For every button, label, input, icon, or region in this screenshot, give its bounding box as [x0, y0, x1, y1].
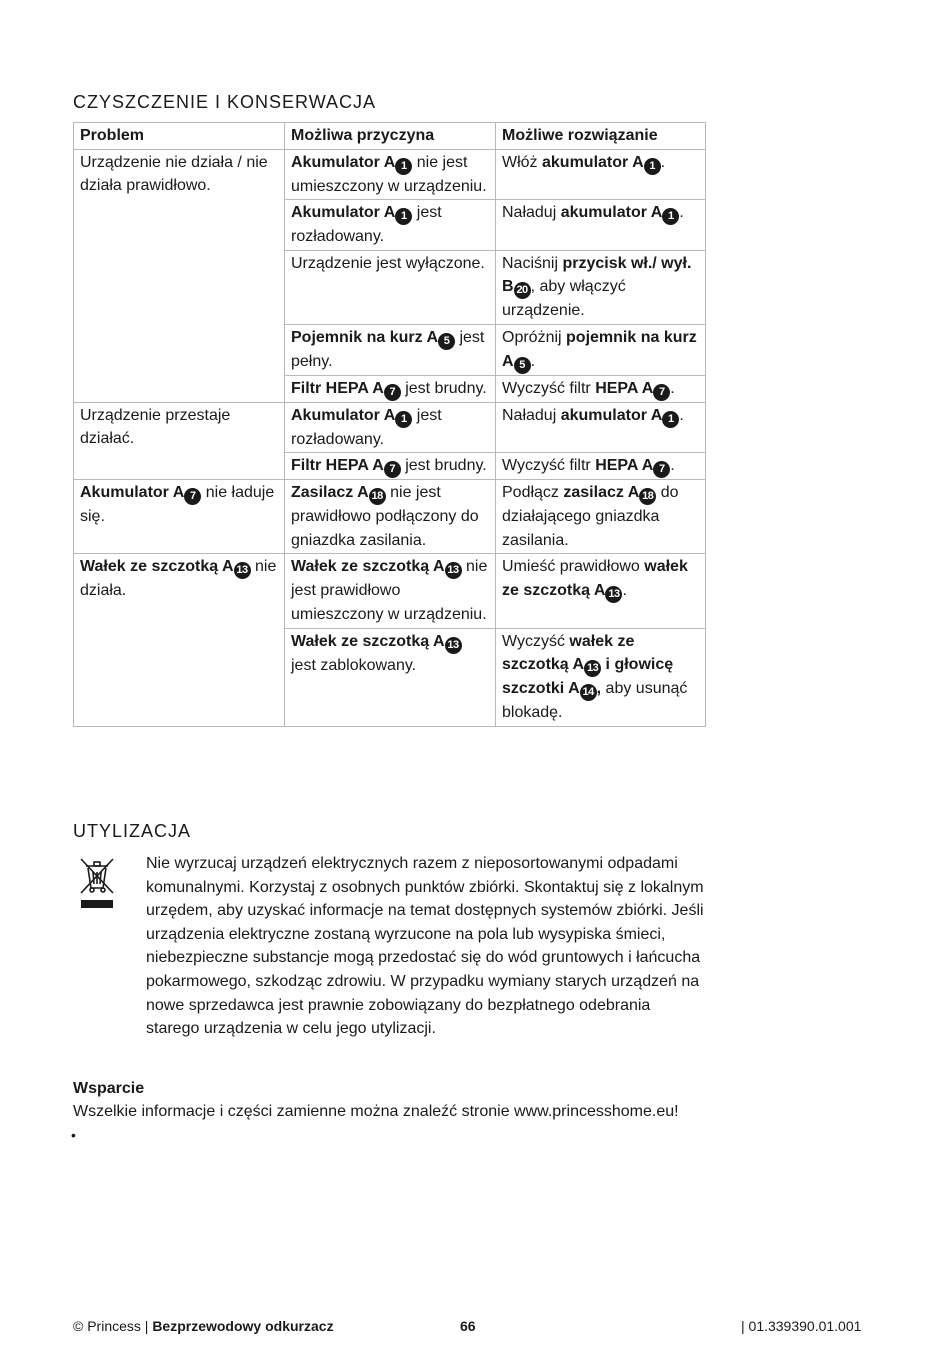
number-badge: 7: [653, 384, 670, 401]
number-badge: 13: [584, 660, 601, 677]
solution-cell: Wyczyść filtr HEPA A 7 .: [496, 375, 706, 402]
number-badge: 13: [445, 562, 462, 579]
header-problem: Problem: [74, 123, 285, 150]
number-badge: 1: [662, 411, 679, 428]
number-badge: 5: [514, 357, 531, 374]
support-text: Wszelkie informacje i części zamienne można znaleźć stronie www.princesshome.eu!: [73, 1103, 679, 1120]
number-badge: 20: [514, 282, 531, 299]
cause-cell: Filtr HEPA A 7 jest brudny.: [285, 453, 496, 480]
number-badge: 18: [369, 488, 386, 505]
number-badge: 7: [384, 384, 401, 401]
number-badge: 14: [580, 684, 597, 701]
solution-cell: Opróżnij pojemnik na kurz A 5 .: [496, 324, 706, 375]
number-badge: 13: [445, 637, 462, 654]
number-badge: 1: [395, 411, 412, 428]
bullet-point: •: [71, 1127, 76, 1143]
number-badge: 5: [438, 333, 455, 350]
table-header-row: [74, 123, 706, 150]
header-cause: Możliwa przyczyna: [285, 123, 496, 150]
section-title-cleaning: CZYSZCZENIE I KONSERWACJA: [73, 92, 377, 112]
cause-cell: Urządzenie jest wyłączone.: [285, 250, 496, 324]
table-row: [74, 149, 706, 200]
cause-cell: Wałek ze szczotką A 13 nie jest prawidłowo umieszczony w urządzeniu.: [285, 554, 496, 628]
solution-cell: Naciśnij przycisk wł./ wył. B 20 , aby włączyć urządzenie.: [496, 250, 706, 324]
support-heading: Wsparcie: [73, 1080, 145, 1097]
number-badge: 13: [605, 586, 622, 603]
number-badge: 1: [395, 158, 412, 175]
solution-cell: Podłącz zasilacz A 18 do działającego gniazdka zasilania.: [496, 480, 706, 554]
solution-cell: Umieść prawidłowo wałek ze szczotką A 13 .: [496, 554, 706, 628]
troubleshooting-table: [73, 122, 706, 727]
table-row: [74, 402, 706, 453]
cause-cell: Akumulator A 1 nie jest umieszczony w urządzeniu.: [285, 149, 496, 200]
number-badge: 13: [234, 562, 251, 579]
problem-cell: Urządzenie przestaje działać.: [74, 402, 285, 480]
table-row: [74, 480, 706, 554]
header-solution: Możliwe rozwiązanie: [496, 123, 706, 150]
number-badge: 1: [644, 158, 661, 175]
number-badge: 1: [395, 208, 412, 225]
weee-crossed-bin-icon: [78, 856, 116, 912]
footer-brand-product: © Princess | Bezprzewodowy odkurzacz: [73, 1318, 334, 1334]
solution-cell: Naładuj akumulator A 1 .: [496, 200, 706, 251]
number-badge: 7: [184, 488, 201, 505]
number-badge: 7: [384, 461, 401, 478]
footer-page-number: 66: [460, 1318, 476, 1334]
problem-cell: Urządzenie nie działa / nie działa prawidłowo.: [74, 149, 285, 402]
cause-cell: Zasilacz A 18 nie jest prawidłowo podłączony do gniazdka zasilania.: [285, 480, 496, 554]
number-badge: 1: [662, 208, 679, 225]
footer-doc-code: | 01.339390.01.001: [741, 1318, 862, 1334]
table-row: [74, 554, 706, 628]
number-badge: 18: [639, 488, 656, 505]
problem-cell: Wałek ze szczotką A 13 nie działa.: [74, 554, 285, 726]
number-badge: 7: [653, 461, 670, 478]
solution-cell: Wyczyść filtr HEPA A 7 .: [496, 453, 706, 480]
disposal-paragraph: Nie wyrzucaj urządzeń elektrycznych razem z nieposortowanymi odpadami komunalnymi. Korzystaj z osobnych punktów zbiórki. Skontaktuj się z lokalnym urzędem, aby uzyskać informacje na temat dostępnych systemów zbiórki. Jeśli urządzenia elektryczne zostaną wyrzucone na pola lub wysypiska śmieci, niebezpieczne substancje mogą przedostać się do wód gruntowych i łańcucha pokarmowego, szkodząc zdrowiu. W przypadku wymiany starych urządzeń na nowe sprzedawca jest prawnie zobowiązany do bezpłatnego odebrania starego urządzenia w celu jego utylizacji.: [146, 855, 704, 1038]
solution-cell: Wyczyść wałek ze szczotką A 13 i głowicę szczotki A 14 , aby usunąć blokadę.: [496, 628, 706, 726]
problem-cell: Akumulator A 7 nie ładuje się.: [74, 480, 285, 554]
footer-product-name: Bezprzewodowy odkurzacz: [152, 1318, 334, 1334]
section-title-disposal: UTYLIZACJA: [73, 821, 192, 841]
cause-cell: Wałek ze szczotką A 13 jest zablokowany.: [285, 628, 496, 726]
cause-cell: Filtr HEPA A 7 jest brudny.: [285, 375, 496, 402]
cause-cell: Pojemnik na kurz A 5 jest pełny.: [285, 324, 496, 375]
cause-cell: Akumulator A 1 jest rozładowany.: [285, 402, 496, 453]
solution-cell: Włóż akumulator A 1 .: [496, 149, 706, 200]
solution-cell: Naładuj akumulator A 1 .: [496, 402, 706, 453]
cause-cell: Akumulator A 1 jest rozładowany.: [285, 200, 496, 251]
